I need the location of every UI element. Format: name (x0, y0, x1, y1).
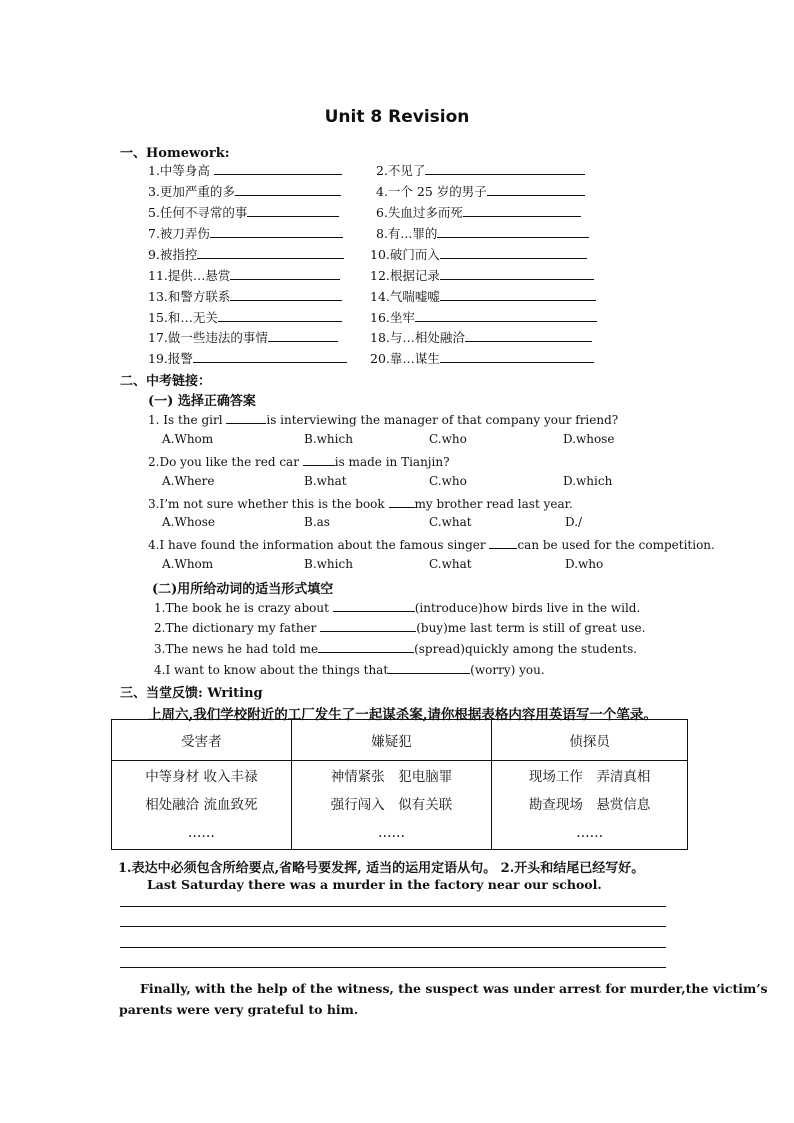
question-text: 3.The news he had told me (154, 642, 319, 656)
answer-blank[interactable] (463, 204, 581, 217)
vocab-item (376, 182, 585, 200)
vocab-item (370, 349, 594, 367)
table-cell (291, 761, 492, 850)
fill-question (154, 661, 545, 677)
vocab-text: 19.报警 (148, 351, 193, 366)
vocab-item (148, 349, 347, 367)
answer-blank[interactable] (268, 329, 338, 342)
vocab-text: 1.中等身高 (148, 163, 210, 178)
table-header-row (112, 720, 688, 761)
question-text: 4.I have found the information about the famous singer (148, 538, 490, 552)
option-d[interactable]: D.who (565, 557, 604, 571)
option-c[interactable]: C.who (429, 474, 467, 488)
vocab-text: 12.根据记录 (370, 268, 440, 283)
question-text: (buy)me last term is still of great use. (416, 621, 646, 635)
question-text: can be used for the competition. (517, 538, 715, 552)
cell-line: …… (378, 825, 405, 841)
vocab-text: 6.失血过多而死 (376, 205, 463, 220)
part-a-heading: (一) 选择正确答案 (148, 394, 256, 409)
answer-blank[interactable] (210, 225, 343, 238)
option-b[interactable]: B.which (304, 557, 353, 571)
writing-ending-line-1: Finally, with the help of the witness, the suspect was under arrest for murder,the victim’s (140, 981, 768, 996)
answer-blank[interactable] (197, 246, 344, 259)
question-text: 4.I want to know about the things that (154, 663, 389, 677)
mc-question (148, 536, 715, 552)
vocab-text: 15.和…无关 (148, 310, 218, 325)
option-a[interactable]: A.Whose (162, 515, 216, 529)
question-text: (worry) you. (470, 663, 545, 677)
option-c[interactable]: C.what (429, 515, 472, 529)
page-title: Unit 8 Revision (324, 107, 470, 127)
vocab-text: 4.一个 25 岁的男子 (376, 184, 487, 199)
section-homework-heading: 一、Homework: (120, 146, 230, 161)
answer-blank[interactable] (425, 162, 585, 175)
answer-blank[interactable] (247, 204, 339, 217)
question-text: 2.The dictionary my father (154, 621, 321, 635)
vocab-item (148, 182, 341, 200)
vocab-item (370, 328, 592, 346)
mc-question (148, 411, 618, 427)
table-header-cell: 侦探员 (492, 720, 688, 761)
table-cell (492, 761, 688, 850)
question-text: 2.Do you like the red car (148, 455, 303, 469)
answer-blank[interactable] (440, 246, 587, 259)
writing-requirements: 1.表达中必须包含所给要点,省略号要发挥, 适当的运用定语从句。 2.开头和结尾已经写好。 (118, 861, 645, 876)
vocab-item (148, 266, 340, 284)
option-d[interactable]: D.whose (563, 432, 615, 446)
vocab-item (148, 287, 342, 305)
cell-line: 勘查现场 悬赏信息 (528, 797, 651, 813)
answer-blank[interactable] (333, 599, 415, 612)
info-table (111, 719, 688, 850)
option-a[interactable]: A.Where (162, 474, 215, 488)
vocab-text: 3.更加严重的多 (148, 184, 235, 199)
vocab-item (148, 328, 338, 346)
answer-blank[interactable] (230, 267, 340, 280)
option-c[interactable]: C.who (429, 432, 467, 446)
option-a[interactable]: A.Whom (162, 432, 214, 446)
writing-line[interactable] (120, 967, 666, 968)
vocab-text: 10.破门而入 (370, 247, 440, 262)
vocab-item (376, 161, 585, 179)
table-header-cell: 嫌疑犯 (291, 720, 492, 761)
question-text: is made in Tianjin? (334, 455, 450, 469)
vocab-item (370, 266, 594, 284)
writing-ending-line-2: parents were very grateful to him. (119, 1002, 359, 1017)
writing-prompt: 上周六,我们学校附近的工厂发生了一起谋杀案,请你根据表格内容用英语写一个笔录。 (148, 707, 657, 723)
answer-blank[interactable] (440, 350, 594, 363)
answer-blank[interactable] (214, 162, 342, 175)
writing-opening: Last Saturday there was a murder in the factory near our school. (147, 877, 602, 892)
cell-line: …… (187, 825, 215, 841)
option-b[interactable]: B.what (304, 474, 347, 488)
answer-blank[interactable] (487, 183, 585, 196)
vocab-item (148, 245, 344, 263)
cell-line: 现场工作 弄清真相 (528, 769, 651, 785)
fill-question (154, 599, 640, 615)
vocab-item (148, 308, 342, 326)
vocab-text: 18.与…相处融洽 (370, 330, 465, 345)
vocab-text: 17.做一些违法的事情 (148, 330, 268, 345)
cell-line: 神情紧张 犯电脑罪 (330, 769, 453, 785)
answer-blank[interactable] (303, 453, 335, 466)
vocab-text: 2.不见了 (376, 163, 426, 178)
question-text: is interviewing the manager of that company your friend? (266, 413, 619, 427)
option-d[interactable]: D./ (565, 515, 583, 529)
answer-blank[interactable] (415, 309, 597, 322)
vocab-text: 7.被刀弄伤 (148, 226, 210, 241)
vocab-text: 13.和警方联系 (148, 289, 231, 304)
vocab-text: 8.有...罪的 (376, 226, 438, 241)
mc-question (148, 495, 573, 511)
table-cell (112, 761, 292, 850)
answer-blank[interactable] (235, 183, 341, 196)
question-text: 1.The book he is crazy about (154, 601, 333, 615)
question-text: my brother read last year. (414, 497, 573, 511)
answer-blank[interactable] (318, 640, 414, 653)
section-exam-heading: 二、中考链接： (120, 374, 212, 389)
vocab-text: 14.气喘嘘嘘 (370, 289, 440, 304)
cell-line: 相处融洽 流血致死 (145, 797, 258, 813)
cell-line: …… (576, 825, 604, 841)
part-b-heading: (二)用所给动词的适当形式填空 (152, 582, 334, 597)
table-header-cell: 受害者 (112, 720, 292, 761)
question-text: 3.I’m not sure whether this is the book (148, 497, 389, 511)
vocab-text: 5.任何不寻常的事 (148, 205, 248, 220)
option-a[interactable]: A.Whom (162, 557, 214, 571)
answer-blank[interactable] (193, 350, 347, 363)
vocab-text: 9.被指控 (148, 247, 198, 262)
answer-blank[interactable] (226, 411, 266, 424)
vocab-item (370, 308, 597, 326)
table-row (112, 761, 688, 850)
vocab-item (148, 161, 342, 179)
section-writing-heading: 三、当堂反馈: Writing (120, 686, 263, 701)
fill-question (154, 619, 645, 635)
vocab-item (148, 203, 339, 221)
vocab-item (148, 224, 343, 242)
vocab-item (370, 245, 587, 263)
answer-blank[interactable] (388, 661, 470, 674)
answer-blank[interactable] (437, 225, 589, 238)
question-text: 1. Is the girl (148, 413, 227, 427)
vocab-text: 20.靠…谋生 (370, 351, 440, 366)
answer-blank[interactable] (389, 495, 415, 508)
cell-line: 强行闯入 似有关联 (330, 797, 453, 813)
cell-line: 中等身材 收入丰禄 (145, 769, 258, 785)
answer-blank[interactable] (465, 329, 592, 342)
fill-question (154, 640, 637, 656)
question-text: (spread)quickly among the students. (414, 642, 638, 656)
vocab-text: 11.提供…悬赏 (148, 268, 231, 283)
option-b[interactable]: B.as (304, 515, 330, 529)
vocab-item (376, 203, 581, 221)
writing-line[interactable] (120, 926, 666, 927)
vocab-item (376, 224, 589, 242)
answer-blank[interactable] (440, 288, 596, 301)
mc-question (148, 453, 450, 469)
vocab-item (370, 287, 596, 305)
writing-line[interactable] (120, 947, 666, 948)
answer-blank[interactable] (489, 536, 517, 549)
answer-blank[interactable] (218, 309, 342, 322)
option-d[interactable]: D.which (563, 474, 613, 488)
writing-line[interactable] (120, 906, 666, 907)
vocab-text: 16.坐牢 (370, 310, 415, 325)
option-c[interactable]: C.what (429, 557, 472, 571)
answer-blank[interactable] (230, 288, 342, 301)
question-text: (introduce)how birds live in the wild. (414, 601, 641, 615)
answer-blank[interactable] (320, 619, 416, 632)
answer-blank[interactable] (440, 267, 594, 280)
option-b[interactable]: B.which (304, 432, 353, 446)
